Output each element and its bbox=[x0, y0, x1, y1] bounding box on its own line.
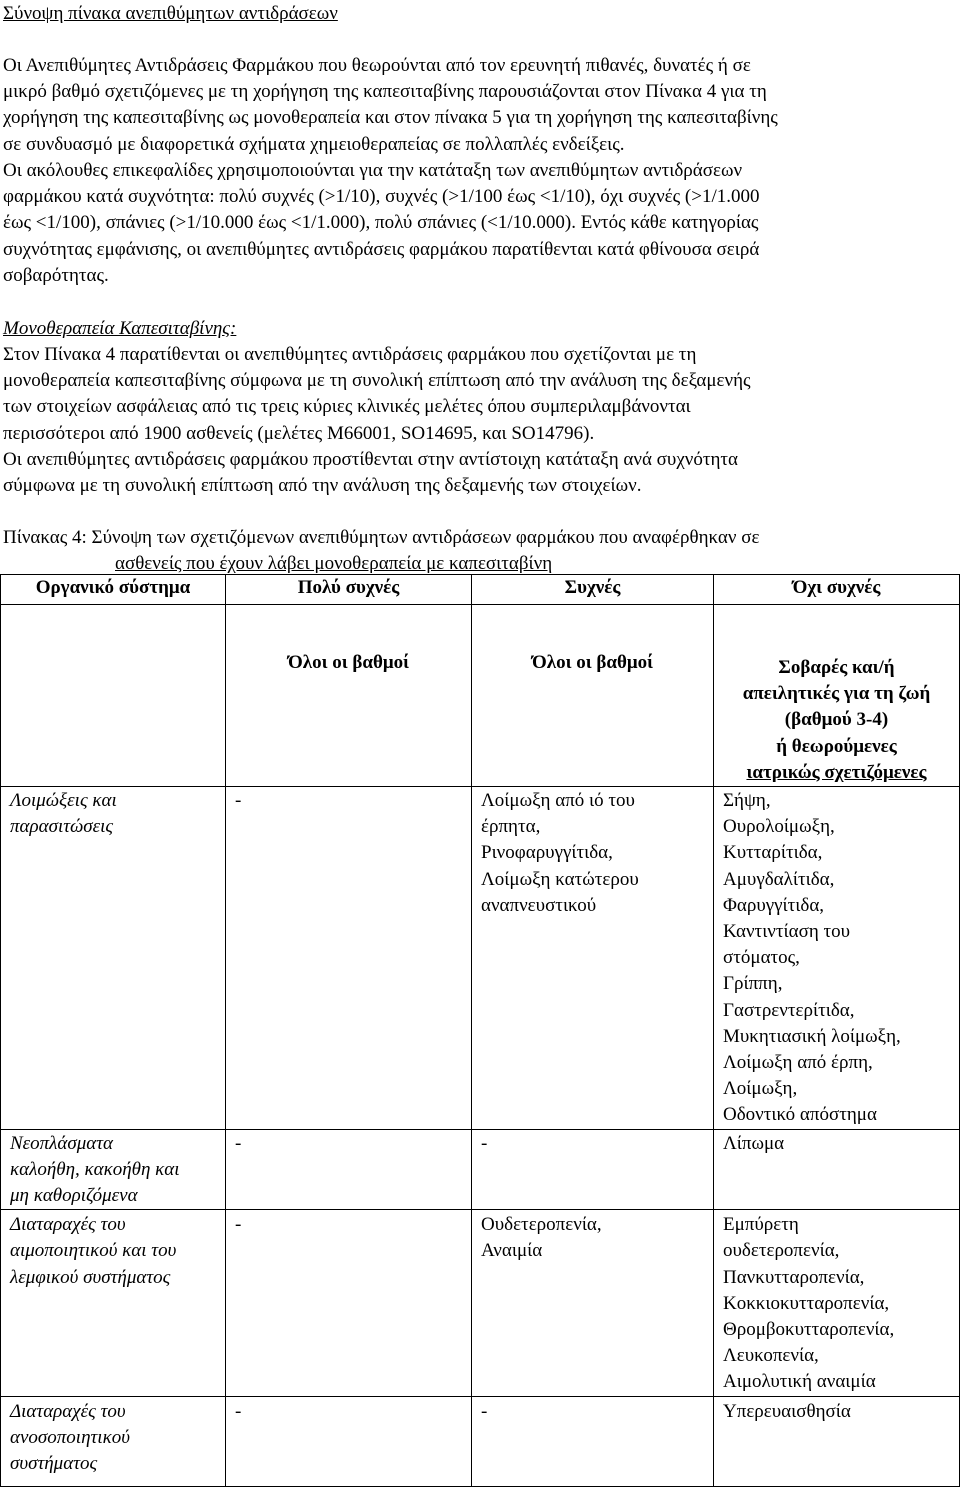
common-cell bbox=[472, 1396, 714, 1486]
text-line: σοβαρότητας. bbox=[3, 264, 109, 286]
cell-line: Λευκοπενία, bbox=[723, 1345, 819, 1367]
header-uncommon: Όχι συχνές bbox=[714, 575, 960, 605]
cell-line: Υπερευαισθησία bbox=[723, 1400, 851, 1422]
organ-system-cell bbox=[1, 1396, 226, 1486]
cell-line: λεμφικού συστήματος bbox=[10, 1266, 171, 1288]
cell-line: Αναιμία bbox=[481, 1240, 543, 1262]
uncommon-cell bbox=[714, 1396, 960, 1486]
cell-line: Κυτταρίτιδα, bbox=[723, 842, 823, 864]
cell-line: Γαστρεντερίτιδα, bbox=[723, 999, 855, 1021]
text-line: χορήγηση της καπεσιταβίνης ως μονοθεραπεία και στον πίνακα 5 για τη χορήγηση της καπεσιταβίνης bbox=[3, 107, 778, 129]
subheader-common: Όλοι οι βαθμοί bbox=[472, 605, 714, 787]
intro-paragraph bbox=[3, 53, 778, 158]
text-line: Οι ακόλουθες επικεφαλίδες χρησιμοποιούνται για την κατάταξη των ανεπιθύμητων αντιδράσεων bbox=[3, 160, 743, 181]
cell-line: Καντιντίαση του bbox=[723, 921, 851, 943]
header-very-common: Πολύ συχνές bbox=[226, 575, 472, 605]
cell-line: - bbox=[235, 1214, 242, 1236]
subheader-line: ιατρικώς σχετιζόμενες bbox=[746, 761, 927, 783]
cell-line: Πανκυτταροπενία, bbox=[723, 1266, 865, 1288]
table-row-neoplasms bbox=[1, 1129, 960, 1210]
cell-line: Αιμολυτική αναιμία bbox=[723, 1371, 876, 1393]
cell-line: έρπητα, bbox=[481, 816, 541, 838]
cell-line: Ουδετεροπενία, bbox=[481, 1214, 602, 1236]
monotherapy-heading: Μονοθεραπεία Καπεσιταβίνης: bbox=[3, 318, 237, 339]
cell-line: συστήματος bbox=[10, 1453, 98, 1475]
cell-line: Φαρυγγίτιδα, bbox=[723, 894, 825, 916]
monotherapy-paragraph bbox=[3, 342, 751, 499]
cell-line: - bbox=[235, 1132, 242, 1154]
common-cell bbox=[472, 787, 714, 1130]
text-line: των στοιχείων ασφάλειας από τις τρεις κύριες κλινικές μελέτες όπου συμπεριλαμβάνονται bbox=[3, 396, 691, 418]
table-row-blood bbox=[1, 1210, 960, 1396]
cell-line: - bbox=[235, 1400, 242, 1422]
very-common-cell bbox=[226, 1396, 472, 1486]
cell-line: Σήψη, bbox=[723, 790, 771, 812]
uncommon-cell bbox=[714, 1210, 960, 1396]
text-line: σε συνδυασμό με διαφορετικά σχήματα χημειοθεραπείας σε πολλαπλές ενδείξεις. bbox=[3, 133, 625, 155]
cell-line: - bbox=[481, 1400, 488, 1422]
cell-line: στόματος, bbox=[723, 947, 800, 969]
cell-line: - bbox=[481, 1132, 488, 1154]
table-caption bbox=[3, 525, 759, 577]
cell-line: Λοίμωξη, bbox=[723, 1078, 798, 1100]
table-header-row bbox=[1, 575, 960, 605]
table-row-infections bbox=[1, 787, 960, 1130]
cell-line: Εμπύρετη bbox=[723, 1214, 799, 1236]
organ-system-cell bbox=[1, 1129, 226, 1210]
table-row-immune bbox=[1, 1396, 960, 1486]
cell-line: Κοκκιοκυτταροπενία, bbox=[723, 1292, 890, 1314]
subheader-line: ή θεωρούμενες bbox=[776, 735, 897, 757]
cell-line: Λοιμώξεις και bbox=[10, 790, 117, 812]
cell-line: Λοίμωξη κατώτερου bbox=[481, 868, 639, 890]
cell-line: αναπνευστικού bbox=[481, 894, 597, 916]
text-line: Οι ανεπιθύμητες αντιδράσεις φαρμάκου προστίθενται στην αντίστοιχη κατάταξη ανά συχνότητα bbox=[3, 448, 738, 470]
cell-line: Νεοπλάσματα bbox=[10, 1132, 114, 1154]
cell-line: Αμυγδαλίτιδα, bbox=[723, 868, 835, 890]
very-common-cell bbox=[226, 787, 472, 1130]
uncommon-cell bbox=[714, 1129, 960, 1210]
organ-system-cell bbox=[1, 787, 226, 1130]
cell-line: Θρομβοκυτταροπενία, bbox=[723, 1319, 895, 1341]
cell-line: μη καθοριζόμενα bbox=[10, 1185, 138, 1207]
cell-line: Λίπωμα bbox=[723, 1132, 785, 1154]
cell-line: παρασιτώσεις bbox=[10, 816, 114, 838]
subheader-line: απειλητικές για τη ζωή bbox=[742, 683, 931, 705]
text-line: περισσότεροι από 1900 ασθενείς (μελέτες M66001, SO14695, και SO14796). bbox=[3, 422, 595, 444]
cell-line: αιμοποιητικού και του bbox=[10, 1240, 177, 1262]
table-subheader-row bbox=[1, 605, 960, 787]
very-common-cell bbox=[226, 1129, 472, 1210]
cell-line: ανοσοποιητικού bbox=[10, 1426, 130, 1448]
uncommon-cell bbox=[714, 787, 960, 1130]
text-line: σύμφωνα με τη συνολική επίπτωση από την ανάλυση της δεξαμενής των στοιχείων. bbox=[3, 475, 642, 497]
cell-line: Διαταραχές του bbox=[10, 1400, 126, 1422]
section-heading: Σύνοψη πίνακα ανεπιθύμητων αντιδράσεων bbox=[3, 3, 338, 24]
text-line: Στον Πίνακα 4 παρατίθενται οι ανεπιθύμητες αντιδράσεις φαρμάκου που σχετίζονται με τη bbox=[3, 344, 697, 365]
caption-line: ασθενείς που έχουν λάβει μονοθεραπεία με καπεσιταβίνη bbox=[115, 553, 553, 575]
cell-line: Ρινοφαρυγγίτιδα, bbox=[481, 842, 613, 864]
header-organ-system: Οργανικό σύστημα bbox=[1, 575, 226, 605]
subheader-uncommon bbox=[714, 605, 960, 787]
cell-line: Γρίππη, bbox=[723, 973, 783, 995]
cell-line: ουδετεροπενία, bbox=[723, 1240, 840, 1262]
cell-line: Λοίμωξη από έρπη, bbox=[723, 1052, 873, 1074]
cell-line: Μυκητιασική λοίμωξη, bbox=[723, 1025, 901, 1047]
text-line: μονοθεραπεία καπεσιταβίνης σύμφωνα με τη συνολική επίπτωση από την ανάλυση της δεξαμενής bbox=[3, 370, 751, 392]
text-line: φαρμάκου κατά συχνότητα: πολύ συχνές (>1/10), συχνές (>1/100 έως <1/10), όχι συχνές (>1/1.000 bbox=[3, 186, 760, 208]
cell-line: καλοήθη, κακοήθη και bbox=[10, 1158, 180, 1180]
very-common-cell bbox=[226, 1210, 472, 1396]
header-common: Συχνές bbox=[472, 575, 714, 605]
text-line: μικρό βαθμό σχετιζόμενες με τη χορήγηση της καπεσιταβίνης παρουσιάζονται στον Πίνακα 4 για τη bbox=[3, 81, 767, 103]
organ-system-cell bbox=[1, 1210, 226, 1396]
common-cell bbox=[472, 1210, 714, 1396]
caption-line: Πίνακας 4: Σύνοψη των σχετιζόμενων ανεπιθύμητων αντιδράσεων φαρμάκου που αναφέρθηκαν σε bbox=[3, 527, 760, 548]
frequency-paragraph bbox=[3, 158, 759, 289]
cell-line: Λοίμωξη από ιό του bbox=[481, 790, 635, 812]
subheader-line: Σοβαρές και/ή bbox=[778, 657, 895, 678]
subheader-very-common: Όλοι οι βαθμοί bbox=[226, 605, 472, 787]
text-line: Οι Ανεπιθύμητες Αντιδράσεις Φαρμάκου που θεωρούνται από τον ερευνητή πιθανές, δυνατές ή σε bbox=[3, 55, 751, 76]
cell-line: Ουρολοίμωξη, bbox=[723, 816, 835, 838]
subheader-empty bbox=[1, 605, 226, 787]
adverse-reactions-table bbox=[0, 574, 960, 1487]
cell-line: - bbox=[235, 790, 242, 812]
common-cell bbox=[472, 1129, 714, 1210]
cell-line: Οδοντικό απόστημα bbox=[723, 1104, 877, 1126]
subheader-line: (βαθμού 3-4) bbox=[784, 709, 889, 731]
cell-line: Διαταραχές του bbox=[10, 1214, 126, 1236]
text-line: έως <1/100), σπάνιες (>1/10.000 έως <1/1.000), πολύ σπάνιες (<1/10.000). Εντός κάθε κατηγορίας bbox=[3, 212, 759, 234]
text-line: συχνότητας εμφάνισης, οι ανεπιθύμητες αντιδράσεις φαρμάκου παρατίθενται κατά φθίνουσα σειρά bbox=[3, 238, 760, 260]
